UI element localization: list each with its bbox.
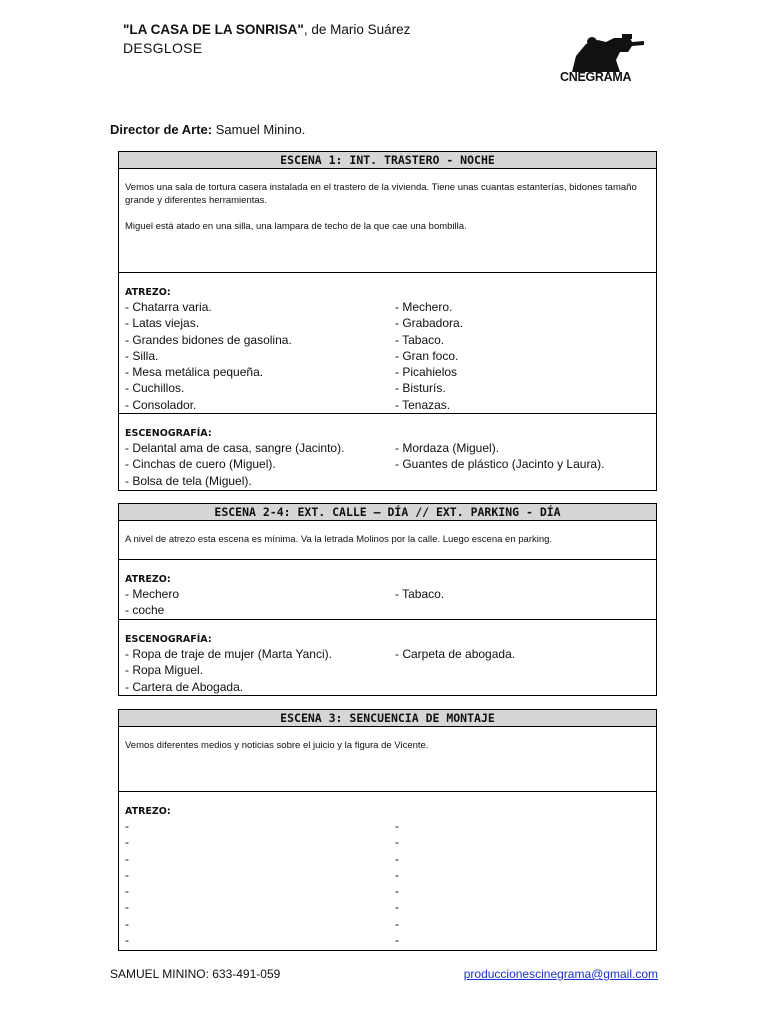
email-link[interactable]: produccionescinegrama@gmail.com bbox=[463, 967, 658, 981]
list-item: - bbox=[125, 916, 129, 931]
logo-text: CNEGRAMA bbox=[560, 70, 632, 84]
list-item: - Cinchas de cuero (Miguel). bbox=[125, 457, 276, 472]
atrezo-right-list bbox=[395, 299, 463, 413]
list-item: - Picahielos bbox=[395, 365, 458, 380]
atrezo-label: ATREZO: bbox=[125, 574, 171, 585]
list-item: - Mechero. bbox=[395, 300, 453, 314]
list-item: - bbox=[125, 884, 129, 899]
description-paragraph: A nivel de atrezo esta escena es mínima. Va la letrada Molinos por la calle. Luego escena en parking. bbox=[125, 534, 553, 545]
list-item: - Tenazas. bbox=[395, 397, 451, 412]
director-name: Samuel Minino. bbox=[215, 122, 306, 137]
list-item: - Guantes de plástico (Jacinto y Laura). bbox=[395, 457, 605, 472]
list-item: - bbox=[125, 933, 129, 948]
scene-description bbox=[119, 169, 656, 273]
list-item: - bbox=[395, 900, 399, 915]
list-item: - bbox=[125, 900, 129, 915]
escenografia-section bbox=[119, 620, 656, 695]
scene-2-4-table bbox=[118, 503, 657, 696]
escenografia-left-list bbox=[125, 646, 395, 695]
list-item: - bbox=[125, 819, 129, 833]
list-item: - bbox=[395, 819, 399, 833]
atrezo-left-list bbox=[125, 818, 395, 948]
list-item: - bbox=[125, 835, 129, 850]
scene-description bbox=[119, 521, 656, 560]
list-item: - bbox=[395, 835, 399, 850]
list-item: - coche bbox=[125, 603, 165, 618]
list-item: - Consolador. bbox=[125, 397, 197, 412]
list-item: - bbox=[395, 884, 399, 899]
list-item: - Latas viejas. bbox=[125, 316, 200, 331]
list-item: - Ropa Miguel. bbox=[125, 663, 204, 678]
document-subtitle: DESGLOSE bbox=[123, 40, 203, 56]
list-item: - Carpeta de abogada. bbox=[395, 647, 516, 661]
list-item: - Mechero bbox=[125, 587, 180, 601]
description-paragraph: Miguel está atado en una silla, una lampara de techo de la que cae una bombilla. bbox=[125, 221, 467, 232]
atrezo-section bbox=[119, 792, 656, 950]
atrezo-section bbox=[119, 273, 656, 414]
list-item: - bbox=[395, 933, 399, 948]
list-item: - Grandes bidones de gasolina. bbox=[125, 332, 292, 347]
atrezo-section bbox=[119, 560, 656, 620]
list-item: - Tabaco. bbox=[395, 587, 445, 601]
director-label: Director de Arte: bbox=[110, 122, 213, 137]
description-paragraph: Vemos una sala de tortura casera instalada en el trastero de la vivienda. Tiene unas cuantas estanterías, bidones tamaño grande y diferentes herramientas. bbox=[125, 182, 637, 206]
scene-title: ESCENA 2-4: EXT. CALLE – DÍA // EXT. PARKING - DÍA bbox=[119, 504, 656, 521]
list-item: - bbox=[395, 851, 399, 866]
film-title: "LA CASA DE LA SONRISA" bbox=[123, 22, 304, 37]
list-item: - Cuchillos. bbox=[125, 381, 185, 396]
escenografia-section bbox=[119, 414, 656, 490]
escenografia-label: ESCENOGRAFÍA: bbox=[125, 634, 212, 645]
list-item: - bbox=[395, 867, 399, 882]
atrezo-right-list bbox=[395, 586, 444, 619]
scene-3-table bbox=[118, 709, 657, 951]
escenografia-right-list bbox=[395, 440, 604, 489]
document-title bbox=[123, 22, 410, 37]
scene-title: ESCENA 3: SENCUENCIA DE MONTAJE bbox=[119, 710, 656, 727]
scene-description bbox=[119, 727, 656, 792]
list-item: - bbox=[125, 867, 129, 882]
list-item: - Chatarra varia. bbox=[125, 300, 212, 314]
escenografia-right-list bbox=[395, 646, 515, 695]
atrezo-left-list bbox=[125, 586, 395, 619]
atrezo-label: ATREZO: bbox=[125, 287, 171, 298]
list-item: - Silla. bbox=[125, 348, 159, 363]
list-item: - Gran foco. bbox=[395, 348, 459, 363]
cinegrama-logo bbox=[558, 30, 650, 90]
scene-title: ESCENA 1: INT. TRASTERO - NOCHE bbox=[119, 152, 656, 169]
list-item: - Cartera de Abogada. bbox=[125, 679, 244, 694]
list-item: - Bolsa de tela (Miguel). bbox=[125, 473, 252, 488]
list-item: - Delantal ama de casa, sangre (Jacinto). bbox=[125, 441, 345, 455]
list-item: - bbox=[395, 916, 399, 931]
scene-1-table bbox=[118, 151, 657, 491]
list-item: - Bisturís. bbox=[395, 381, 446, 396]
description-paragraph: Vemos diferentes medios y noticias sobre el juicio y la figura de Vicente. bbox=[125, 740, 429, 751]
list-item: - Ropa de traje de mujer (Marta Yanci). bbox=[125, 647, 332, 661]
director-line bbox=[110, 122, 305, 137]
list-item: - Mordaza (Miguel). bbox=[395, 441, 500, 455]
escenografia-label: ESCENOGRAFÍA: bbox=[125, 428, 212, 439]
atrezo-right-list bbox=[395, 818, 399, 948]
atrezo-left-list bbox=[125, 299, 395, 413]
film-author: , de Mario Suárez bbox=[303, 22, 411, 37]
list-item: - Mesa metálica pequeña. bbox=[125, 365, 264, 380]
list-item: - Grabadora. bbox=[395, 316, 464, 331]
escenografia-left-list bbox=[125, 440, 395, 489]
footer-contact: SAMUEL MININO: 633-491-059 bbox=[110, 967, 281, 981]
list-item: - bbox=[125, 851, 129, 866]
atrezo-label: ATREZO: bbox=[125, 806, 171, 817]
list-item: - Tabaco. bbox=[395, 332, 445, 347]
